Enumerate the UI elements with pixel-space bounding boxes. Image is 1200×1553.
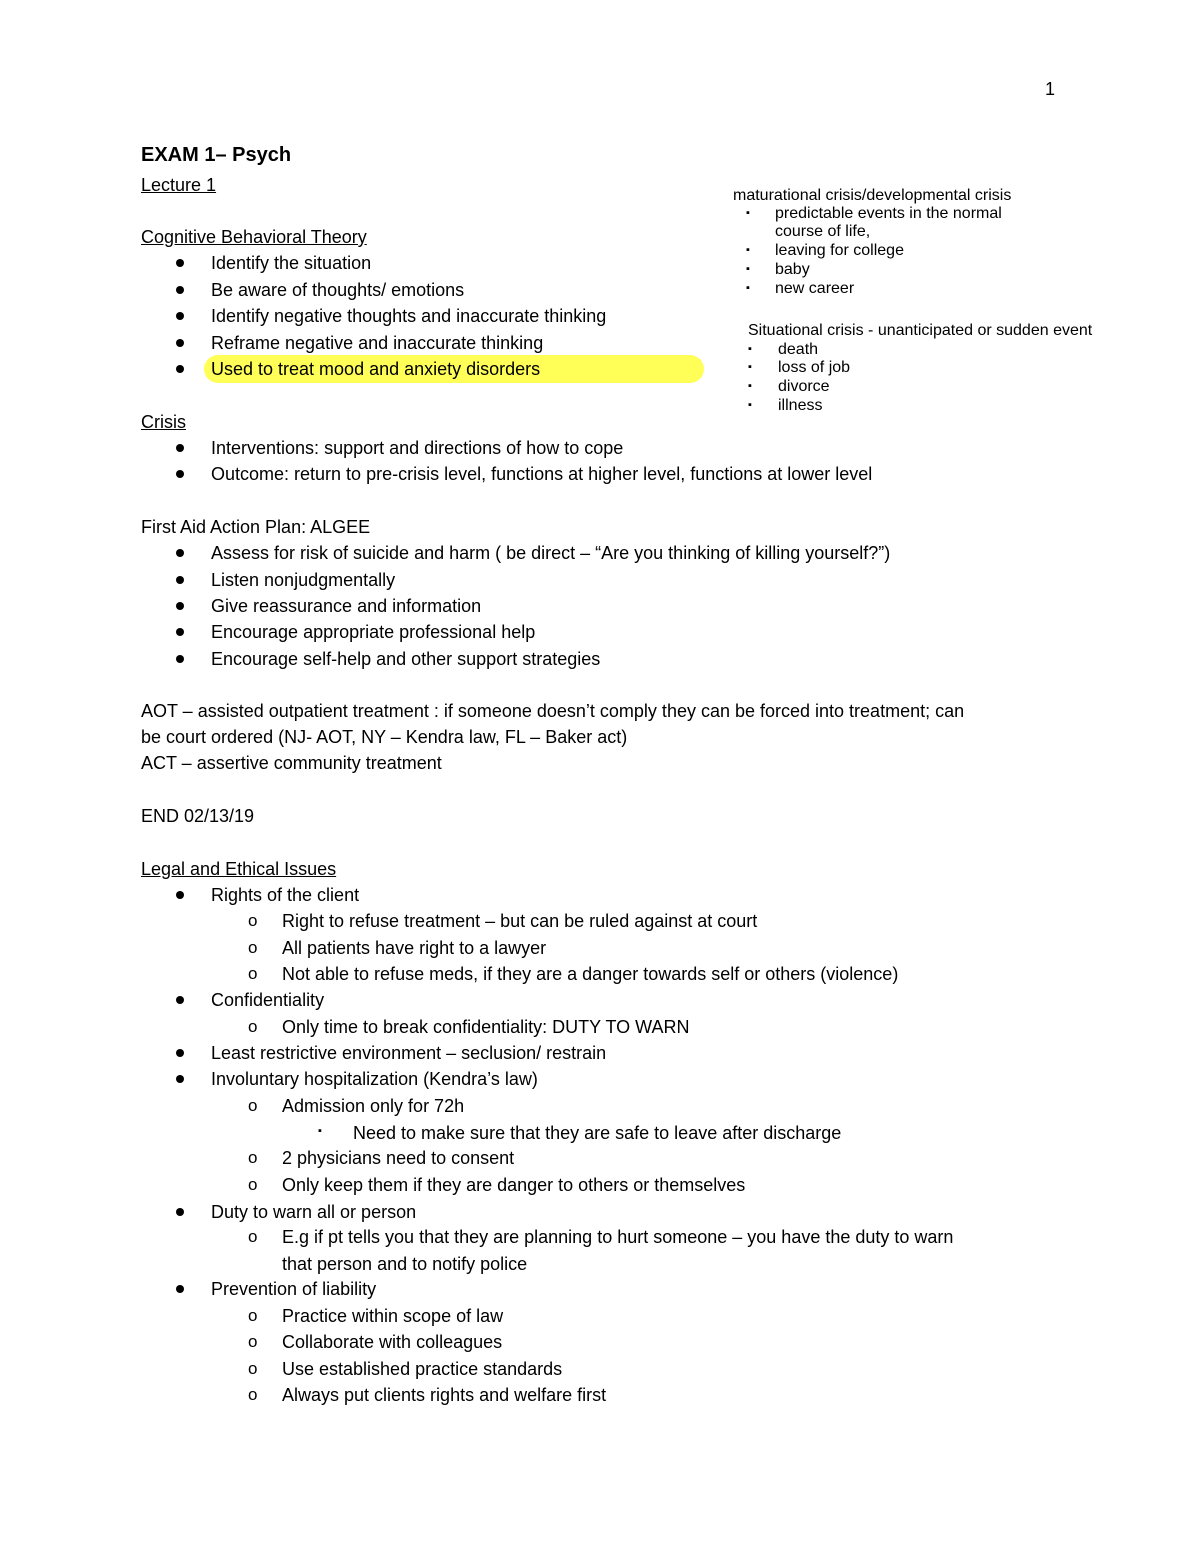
legal-item: Prevention of liability xyxy=(211,1279,377,1299)
bullet-dot xyxy=(176,286,184,294)
bullet-dot xyxy=(176,655,184,663)
maturational-item: new career xyxy=(775,280,855,297)
maturational-item: leaving for college xyxy=(775,242,904,259)
square-bullet: ▪ xyxy=(746,207,750,219)
legal-item: Least restrictive environment – seclusion/ restrain xyxy=(211,1043,607,1063)
bullet-dot xyxy=(176,549,184,557)
end-note: END 02/13/19 xyxy=(141,806,255,826)
bullet-dot xyxy=(176,628,184,636)
cbt-item: Be aware of thoughts/ emotions xyxy=(211,280,465,300)
legal-item: Involuntary hospitalization (Kendra’s law) xyxy=(211,1069,538,1089)
legal-subitem: Not able to refuse meds, if they are a danger towards self or others (violence) xyxy=(282,964,899,984)
algee-item: Give reassurance and information xyxy=(211,596,482,616)
lecture-heading: Lecture 1 xyxy=(141,175,217,195)
legal-item: Duty to warn all or person xyxy=(211,1202,417,1222)
crisis-item: Interventions: support and directions of how to cope xyxy=(211,438,624,458)
bullet-dot xyxy=(176,312,184,320)
bullet-dot xyxy=(176,1285,184,1293)
cbt-item: Identify negative thoughts and inaccurate thinking xyxy=(211,306,607,326)
legal-subitem: Only time to break confidentiality: DUTY TO WARN xyxy=(282,1017,690,1037)
algee-item: Encourage self-help and other support strategies xyxy=(211,649,601,669)
legal-subitem: 2 physicians need to consent xyxy=(282,1148,515,1168)
bullet-dot xyxy=(176,259,184,267)
circle-bullet: o xyxy=(248,938,258,957)
bullet-dot xyxy=(176,365,184,373)
page-number: 1 xyxy=(1045,79,1056,99)
bullet-dot xyxy=(176,891,184,899)
circle-bullet: o xyxy=(248,1359,258,1378)
act-line: ACT – assertive community treatment xyxy=(141,753,442,773)
square-bullet: ▪ xyxy=(748,343,752,355)
maturational-item: baby xyxy=(775,261,810,278)
algee-item: Listen nonjudgmentally xyxy=(211,570,396,590)
circle-bullet: o xyxy=(248,1175,258,1194)
situational-item: loss of job xyxy=(778,359,851,376)
square-bullet: ▪ xyxy=(748,380,752,392)
bullet-dot xyxy=(176,576,184,584)
circle-bullet: o xyxy=(248,1148,258,1167)
cbt-item: Reframe negative and inaccurate thinking xyxy=(211,333,544,353)
bullet-dot xyxy=(176,602,184,610)
crisis-heading: Crisis xyxy=(141,412,186,432)
circle-bullet: o xyxy=(248,911,258,930)
crisis-item: Outcome: return to pre-crisis level, functions at higher level, functions at lower level xyxy=(211,464,873,484)
legal-subitem: Right to refuse treatment – but can be ruled against at court xyxy=(282,911,758,931)
bullet-dot xyxy=(176,339,184,347)
legal-subitem: Practice within scope of law xyxy=(282,1306,504,1326)
legal-heading: Legal and Ethical Issues xyxy=(141,859,337,879)
circle-bullet: o xyxy=(248,1385,258,1404)
situational-item: death xyxy=(778,341,819,358)
cbt-item: Identify the situation xyxy=(211,253,372,273)
square-bullet: ▪ xyxy=(746,244,750,256)
maturational-item: predictable events in the normal xyxy=(775,205,1002,222)
square-bullet: ▪ xyxy=(746,263,750,275)
legal-subitem: Collaborate with colleagues xyxy=(282,1332,503,1352)
circle-bullet: o xyxy=(248,1227,258,1246)
legal-subitem: Use established practice standards xyxy=(282,1359,563,1379)
circle-bullet: o xyxy=(248,1096,258,1115)
circle-bullet: o xyxy=(248,1306,258,1325)
maturational-item: course of life, xyxy=(775,223,871,240)
algee-item: Encourage appropriate professional help xyxy=(211,622,536,642)
bullet-dot xyxy=(176,996,184,1004)
legal-subitem-continued: that person and to notify police xyxy=(282,1254,528,1274)
legal-item: Rights of the client xyxy=(211,885,360,905)
algee-item: Assess for risk of suicide and harm ( be direct – “Are you thinking of killing yourself?”) xyxy=(211,543,891,563)
legal-subitem: All patients have right to a lawyer xyxy=(282,938,547,958)
bullet-dot xyxy=(176,470,184,478)
situational-item: illness xyxy=(778,397,823,414)
legal-item: Confidentiality xyxy=(211,990,325,1010)
aot-line: be court ordered (NJ- AOT, NY – Kendra law, FL – Baker act) xyxy=(141,727,628,747)
cbt-heading: Cognitive Behavioral Theory xyxy=(141,227,367,247)
legal-subitem: Admission only for 72h xyxy=(282,1096,465,1116)
circle-bullet: o xyxy=(248,1017,258,1036)
legal-subitem: Only keep them if they are danger to others or themselves xyxy=(282,1175,746,1195)
bullet-dot xyxy=(176,1075,184,1083)
square-bullet: ▪ xyxy=(748,361,752,373)
maturational-heading: maturational crisis/developmental crisis xyxy=(733,187,1012,204)
bullet-dot xyxy=(176,1208,184,1216)
cbt-item-highlighted: Used to treat mood and anxiety disorders xyxy=(211,359,541,379)
square-bullet: ▪ xyxy=(318,1125,322,1137)
situational-item: divorce xyxy=(778,378,830,395)
bullet-dot xyxy=(176,1049,184,1057)
legal-subitem: E.g if pt tells you that they are planning to hurt someone – you have the duty to warn xyxy=(282,1227,954,1247)
circle-bullet: o xyxy=(248,964,258,983)
algee-heading: First Aid Action Plan: ALGEE xyxy=(141,517,371,537)
bullet-dot xyxy=(176,444,184,452)
aot-line: AOT – assisted outpatient treatment : if someone doesn’t comply they can be forced into treatment; can xyxy=(141,701,965,721)
square-bullet: ▪ xyxy=(748,399,752,411)
document-title: EXAM 1– Psych xyxy=(141,144,292,166)
legal-subitem: Always put clients rights and welfare first xyxy=(282,1385,607,1405)
situational-heading: Situational crisis - unanticipated or sudden event xyxy=(748,322,1093,339)
square-bullet: ▪ xyxy=(746,282,750,294)
circle-bullet: o xyxy=(248,1332,258,1351)
legal-subsubitem: Need to make sure that they are safe to leave after discharge xyxy=(353,1123,842,1143)
